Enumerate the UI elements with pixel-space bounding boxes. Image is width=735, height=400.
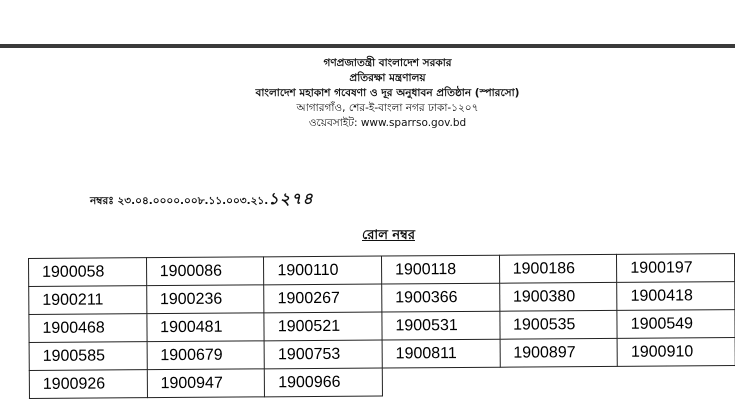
roll-number-cell: 1900380	[499, 282, 617, 311]
letterhead-address: আগারগাঁও, শের-ই-বাংলা নগর ঢাকা-১২০৭	[296, 102, 479, 114]
roll-number-cell: 1900197	[617, 254, 735, 283]
roll-number-cell: 1900086	[146, 257, 264, 286]
roll-number-cell: 1900236	[146, 285, 264, 314]
memo-number-label: নম্বরঃ ২৩.০৪.০০০০.০০৮.১১.০০৩.২১.	[90, 195, 269, 207]
memo-handwritten-number: ১২৭৪	[268, 189, 314, 208]
roll-number-heading: রোল নম্বর	[362, 228, 415, 243]
roll-number-cell: 1900966	[265, 368, 383, 397]
roll-number-cell: 1900811	[382, 339, 500, 368]
roll-number-cell: 1900211	[29, 286, 147, 315]
roll-number-cell: 1900535	[500, 310, 618, 339]
roll-number-cell: 1900468	[29, 314, 147, 343]
roll-number-table	[28, 253, 735, 399]
empty-cell	[500, 366, 618, 395]
roll-number-cell: 1900481	[147, 313, 265, 342]
roll-number-cell: 1900418	[617, 282, 735, 311]
roll-number-cell: 1900118	[381, 255, 499, 284]
letterhead-website: ওয়েবসাইট: www.sparrso.gov.bd	[308, 117, 467, 129]
roll-number-cell: 1900366	[382, 283, 500, 312]
roll-number-cell: 1900521	[264, 312, 382, 341]
roll-number-cell: 1900897	[500, 338, 618, 367]
roll-number-cell: 1900585	[29, 342, 147, 371]
letterhead-government: গণপ্রজাতন্ত্রী বাংলাদেশ সরকার	[323, 57, 452, 69]
table-row	[29, 366, 735, 399]
roll-number-cell: 1900679	[147, 341, 265, 370]
header-divider	[0, 44, 735, 48]
roll-number-cell: 1900186	[499, 254, 617, 283]
letterhead	[0, 56, 735, 131]
letterhead-ministry: প্রতিরক্ষা মন্ত্রণালয়	[349, 72, 426, 84]
roll-number-cell: 1900110	[264, 256, 382, 285]
memo-number	[90, 186, 314, 213]
letterhead-organization: বাংলাদেশ মহাকাশ গবেষণা ও দূর অনুধাবন প্রতিষ্ঠান (স্পারসো)	[255, 87, 520, 99]
roll-number-cell: 1900926	[29, 370, 147, 399]
empty-cell	[618, 366, 735, 395]
empty-cell	[382, 367, 500, 396]
roll-number-cell: 1900531	[382, 311, 500, 340]
roll-number-cell: 1900753	[264, 340, 382, 369]
roll-number-cell: 1900549	[617, 310, 735, 339]
roll-number-cell: 1900267	[264, 284, 382, 313]
roll-number-cell: 1900058	[29, 258, 147, 287]
roll-number-cell: 1900947	[147, 369, 265, 398]
roll-number-cell: 1900910	[617, 338, 735, 367]
